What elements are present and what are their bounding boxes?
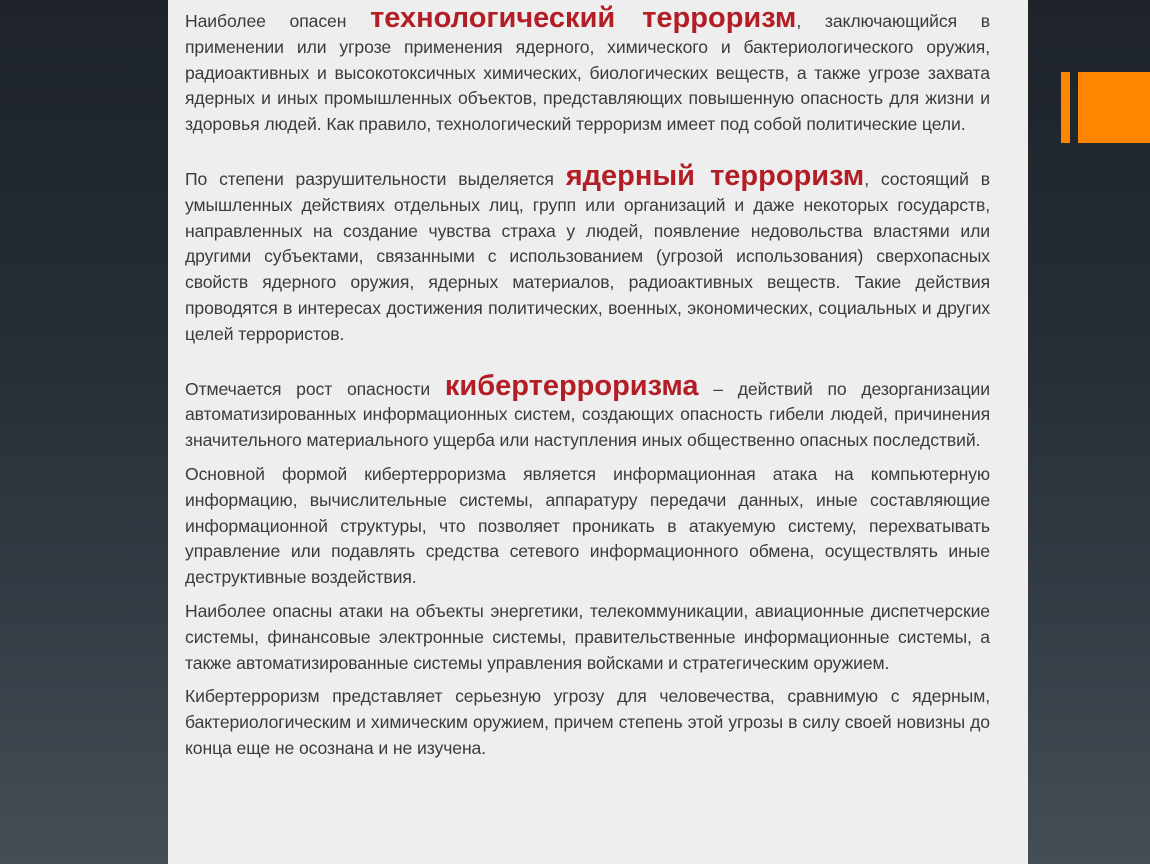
paragraph-cyber-attack-form: Основной формой кибертерроризма является информационная атака на компьютерную информацию, вычислительные системы, аппаратуру передачи данных, иные составляющие информационной структуры, что позволяет проникать в атакуемую систему, перехватывать управление или подавлять средства сетевого информационного обмена, осуществлять иные деструктивные воздействия.: [185, 463, 990, 588]
paragraph-intro: Отмечается рост опасности: [185, 378, 445, 399]
paragraph-body: , заключающийся в применении или угрозе применения ядерного, химического и бактериологического оружия, радиоактивных и высокотоксичных химических, биологических веществ, а также угрозе захвата ядерных и иных промышленных объектов, представляющих повышенную опасность для жизни и здоровья людей. Как правило, технологический терроризм имеет под собой политические цели.: [185, 11, 991, 135]
accent-block: [1078, 72, 1150, 143]
highlight-nuclear-terrorism: ядерный терроризм: [565, 159, 865, 192]
orange-accent-decoration: [1061, 72, 1150, 143]
paragraph-body: – действий по дезорганизации автоматизированных информационных систем, создающих опасность гибели людей, причинения значительного материального ущерба или наступления иных общественно опасных последствий.: [185, 378, 990, 451]
text-content: [185, 2, 991, 762]
paragraph-body: , состоящий в умышленных действиях отдельных лиц, групп или организаций и даже некоторых государств, направленных на создание чувства страха у людей, появление недовольства властями или другими субъектами, связанными с использованием (угрозой использования) сверхопасных свойств ядерного оружия, ядерных материалов, радиоактивных веществ. Такие действия проводятся в интересах достижения политических, военных, экономических, социальных и других целей террористов.: [185, 168, 990, 344]
accent-bar-thin: [1061, 72, 1070, 143]
paragraph-technological-terrorism: [185, 2, 991, 138]
highlight-technological-terrorism: технологический терроризм: [370, 2, 797, 34]
paragraph-intro: Наиболее опасен: [185, 11, 371, 31]
paragraph-cyber-threat: Кибертерроризм представляет серьезную угрозу для человечества, сравнимую с ядерным, бактериологическим и химическим оружием, причем степень этой угрозы в силу своей новизны до конца еще не осознана и не изучена.: [185, 686, 990, 758]
highlight-cyberterrorism: кибертерроризма: [444, 369, 699, 402]
paragraph-dangerous-targets: Наиболее опасны атаки на объекты энергетики, телекоммуникации, авиационные диспетчерские системы, финансовые электронные системы, правительственные информационные системы, а также автоматизированные системы управления войсками и стратегическим оружием.: [185, 600, 990, 673]
paragraph-intro: По степени разрушительности выделяется: [185, 168, 566, 189]
paragraph-cyberterrorism: [185, 369, 990, 454]
paragraph-nuclear-terrorism: [185, 159, 990, 348]
